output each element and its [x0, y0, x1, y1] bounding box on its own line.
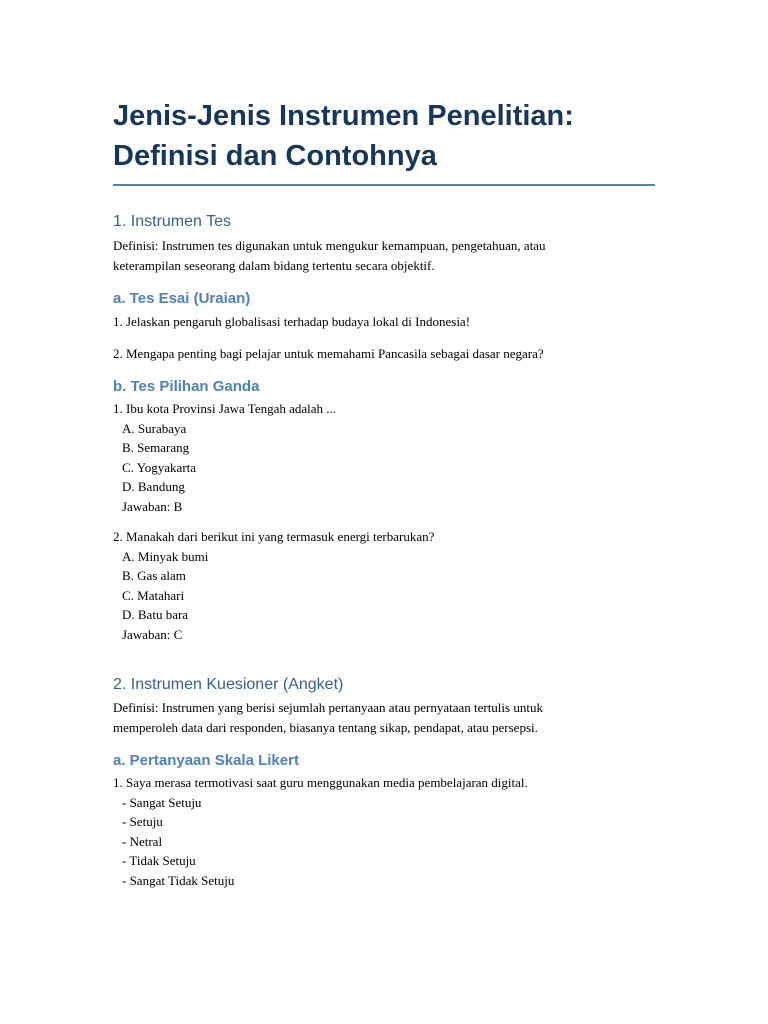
- mc-option: C. Yogyakarta: [122, 459, 197, 475]
- section-1-definition: [113, 236, 668, 275]
- likert-option: - Sangat Tidak Setuju: [122, 872, 235, 888]
- likert-option: - Tidak Setuju: [122, 853, 196, 868]
- mc-option: A. Minyak bumi: [122, 548, 209, 564]
- title-line-2: Definisi dan Contohnya: [113, 140, 437, 172]
- mc-answer: Jawaban: B: [122, 498, 183, 514]
- essay-question-2-block: [113, 344, 668, 364]
- definition-line: memperoleh data dari responden, biasanya tentang sikap, pendapat, atau persepsi.: [113, 719, 538, 735]
- likert-question-1: [113, 773, 668, 890]
- likert-option: - Netral: [122, 833, 163, 849]
- definition-line: Definisi: Instrumen yang berisi sejumlah pertanyaan atau pernyataan tertulis untuk: [113, 700, 543, 715]
- section-1-heading-block: [113, 212, 668, 232]
- mc-answer: Jawaban: C: [122, 626, 183, 642]
- section-2-definition: [113, 698, 668, 737]
- sub-b-heading-block: [113, 377, 668, 397]
- likert-question-text: 1. Saya merasa termotivasi saat guru menggunakan media pembelajaran digital.: [113, 775, 528, 790]
- definition-line: keterampilan seseorang dalam bidang tertentu secara objektif.: [113, 257, 435, 273]
- likert-option: - Setuju: [122, 814, 163, 829]
- mc-question-1: [113, 399, 668, 516]
- sub-a-heading-block: [113, 289, 668, 309]
- mc-option: D. Bandung: [122, 479, 185, 494]
- essay-question-1-block: [113, 312, 668, 332]
- essay-question-2: 2. Mengapa penting bagi pelajar untuk memahami Pancasila sebagai dasar negara?: [113, 346, 544, 361]
- mc-option: D. Batu bara: [122, 607, 189, 622]
- mc-question-2: [113, 527, 668, 644]
- mc-option: A. Surabaya: [122, 420, 187, 436]
- mc-option: B. Gas alam: [122, 568, 186, 583]
- section-2-heading-block: [113, 675, 668, 695]
- title-line-1: Jenis-Jenis Instrumen Penelitian:: [113, 100, 574, 132]
- likert-heading-block: [113, 751, 668, 771]
- sub-a-heading: a. Tes Esai (Uraian): [113, 290, 251, 307]
- document-title: [113, 96, 655, 186]
- mc-option: C. Matahari: [122, 587, 185, 603]
- mc-question-2-text: 2. Manakah dari berikut ini yang termasuk energi terbarukan?: [113, 529, 435, 544]
- likert-option: - Sangat Setuju: [122, 794, 202, 810]
- mc-option: B. Semarang: [122, 440, 190, 455]
- definition-line: Definisi: Instrumen tes digunakan untuk mengukur kemampuan, pengetahuan, atau: [113, 238, 546, 253]
- mc-question-1-text: 1. Ibu kota Provinsi Jawa Tengah adalah ...: [113, 401, 337, 416]
- sub-b-heading: b. Tes Pilihan Ganda: [113, 378, 260, 395]
- likert-heading: a. Pertanyaan Skala Likert: [113, 752, 299, 769]
- essay-question-1: 1. Jelaskan pengaruh globalisasi terhadap budaya lokal di Indonesia!: [113, 314, 471, 329]
- section-2-heading: 2. Instrumen Kuesioner (Angket): [113, 676, 344, 693]
- section-1-heading: 1. Instrumen Tes: [113, 213, 231, 230]
